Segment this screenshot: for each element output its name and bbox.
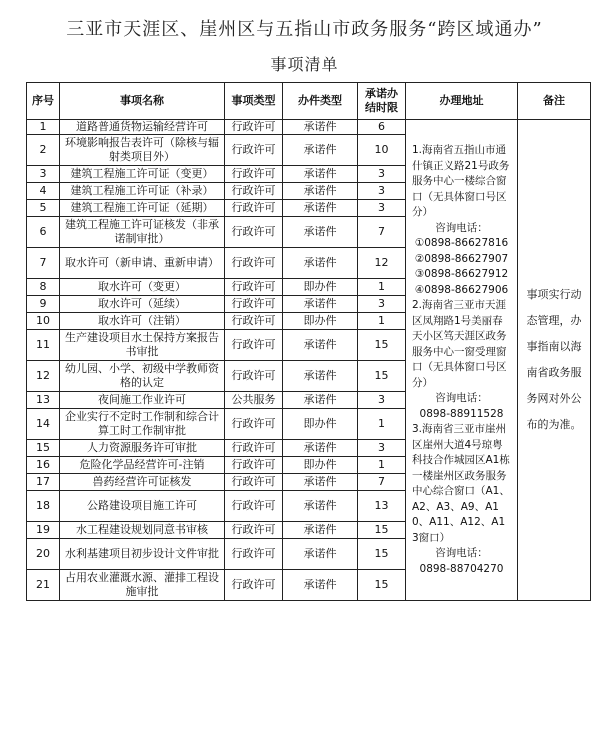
header-mode: 办件类型 (283, 83, 358, 120)
promised-days: 1 (358, 409, 406, 440)
address-cell (406, 120, 518, 601)
item-name: 生产建设项目水土保持方案报告书审批 (60, 330, 225, 361)
phone-6: 0898-88704270 (419, 562, 504, 575)
promised-days: 15 (358, 570, 406, 601)
row-number: 21 (27, 570, 60, 601)
processing-mode: 承诺件 (283, 183, 358, 200)
item-type: 行政许可 (225, 440, 283, 457)
row-number: 10 (27, 313, 60, 330)
processing-mode: 即办件 (283, 457, 358, 474)
phone-2: ②0898-86627907 (414, 252, 509, 265)
promised-days: 3 (358, 296, 406, 313)
row-number: 17 (27, 474, 60, 491)
item-type: 行政许可 (225, 409, 283, 440)
row-number: 7 (27, 248, 60, 279)
item-type: 行政许可 (225, 539, 283, 570)
promised-days: 15 (358, 361, 406, 392)
row-number: 19 (27, 522, 60, 539)
item-name: 企业实行不定时工作制和综合计算工时工作制审批 (60, 409, 225, 440)
promised-days: 3 (358, 392, 406, 409)
row-number: 18 (27, 491, 60, 522)
item-type: 行政许可 (225, 120, 283, 135)
item-name: 夜间施工作业许可 (60, 392, 225, 409)
item-type: 行政许可 (225, 313, 283, 330)
item-name: 环境影响报告表许可（除核与辐射类项目外） (60, 135, 225, 166)
promised-days: 15 (358, 522, 406, 539)
promised-days: 3 (358, 183, 406, 200)
row-number: 3 (27, 166, 60, 183)
phone-label-1: 咨询电话： (435, 221, 488, 234)
item-name: 建筑工程施工许可证（延期） (60, 200, 225, 217)
row-number: 16 (27, 457, 60, 474)
phone-label-2: 咨询电话： (435, 392, 488, 404)
processing-mode: 承诺件 (283, 248, 358, 279)
promised-days: 3 (358, 440, 406, 457)
processing-mode: 即办件 (283, 279, 358, 296)
item-name: 建筑工程施工许可证（变更） (60, 166, 225, 183)
item-name: 取水许可（延续） (60, 296, 225, 313)
note-cell: 事项实行动态管理，办事指南以海南省政务服务网对外公布的为准。 (518, 120, 591, 601)
row-number: 9 (27, 296, 60, 313)
item-type: 行政许可 (225, 457, 283, 474)
table-body (27, 120, 591, 601)
promised-days: 15 (358, 330, 406, 361)
item-type: 行政许可 (225, 200, 283, 217)
item-type: 行政许可 (225, 166, 283, 183)
item-name: 占用农业灌溉水源、灌排工程设施审批 (60, 570, 225, 601)
table-row (27, 120, 591, 135)
header-type: 事项类型 (225, 83, 283, 120)
row-number: 1 (27, 120, 60, 135)
processing-mode: 承诺件 (283, 570, 358, 601)
phone-1: ①0898-86627816 (414, 237, 509, 249)
row-number: 15 (27, 440, 60, 457)
row-number: 2 (27, 135, 60, 166)
promised-days: 3 (358, 200, 406, 217)
processing-mode: 承诺件 (283, 135, 358, 166)
document-title: 三亚市天涯区、崖州区与五指山市政务服务“跨区域通办” (66, 19, 543, 40)
processing-mode: 承诺件 (283, 491, 358, 522)
row-number: 20 (27, 539, 60, 570)
item-type: 行政许可 (225, 474, 283, 491)
processing-mode: 承诺件 (283, 166, 358, 183)
processing-mode: 承诺件 (283, 522, 358, 539)
item-name: 取水许可（注销） (60, 313, 225, 330)
promised-days: 3 (358, 166, 406, 183)
promised-days: 10 (358, 135, 406, 166)
item-name: 危险化学品经营许可-注销 (60, 457, 225, 474)
item-name: 建筑工程施工许可证核发（非承诺制审批） (60, 217, 225, 248)
item-type: 公共服务 (225, 392, 283, 409)
row-number: 8 (27, 279, 60, 296)
item-type: 行政许可 (225, 570, 283, 601)
item-type: 行政许可 (225, 248, 283, 279)
item-type: 行政许可 (225, 279, 283, 296)
promised-days: 1 (358, 457, 406, 474)
item-type: 行政许可 (225, 330, 283, 361)
item-name: 幼儿园、小学、初级中学教师资格的认定 (60, 361, 225, 392)
item-name: 兽药经营许可证核发 (60, 474, 225, 491)
processing-mode: 承诺件 (283, 217, 358, 248)
item-type: 行政许可 (225, 522, 283, 539)
item-type: 行政许可 (225, 296, 283, 313)
document-subtitle: 事项清单 (270, 55, 339, 74)
promised-days: 15 (358, 539, 406, 570)
row-number: 11 (27, 330, 60, 361)
promised-days: 1 (358, 313, 406, 330)
header-note: 备注 (518, 83, 591, 120)
processing-mode: 承诺件 (283, 120, 358, 135)
row-number: 12 (27, 361, 60, 392)
processing-mode: 承诺件 (283, 474, 358, 491)
header-name: 事项名称 (60, 83, 225, 120)
item-name: 取水许可（新申请、重新申请） (60, 248, 225, 279)
service-list-table (26, 82, 591, 601)
header-address: 办理地址 (406, 83, 518, 120)
table-header-row (27, 83, 591, 120)
row-number: 14 (27, 409, 60, 440)
header-no: 序号 (27, 83, 60, 120)
item-type: 行政许可 (225, 491, 283, 522)
address-2: 2.海南省三亚市天涯区凤翔路1号美丽春天小区笃天涯区政务服务中心一窗受理窗口（无具体窗口号区分） (412, 299, 507, 389)
row-number: 6 (27, 217, 60, 248)
item-name: 水工程建设规划同意书审核 (60, 522, 225, 539)
processing-mode: 承诺件 (283, 539, 358, 570)
item-name: 公路建设项目施工许可 (60, 491, 225, 522)
promised-days: 12 (358, 248, 406, 279)
header-days: 承诺办结时限 (358, 83, 406, 120)
row-number: 5 (27, 200, 60, 217)
item-type: 行政许可 (225, 135, 283, 166)
phone-5: 0898-88911528 (419, 407, 504, 420)
processing-mode: 即办件 (283, 409, 358, 440)
item-name: 取水许可（变更） (60, 279, 225, 296)
promised-days: 13 (358, 491, 406, 522)
processing-mode: 承诺件 (283, 361, 358, 392)
processing-mode: 承诺件 (283, 200, 358, 217)
item-name: 水利基建项目初步设计文件审批 (60, 539, 225, 570)
processing-mode: 承诺件 (283, 440, 358, 457)
phone-4: ④0898-86627906 (414, 283, 509, 296)
row-number: 13 (27, 392, 60, 409)
row-number: 4 (27, 183, 60, 200)
item-name: 建筑工程施工许可证（补录） (60, 183, 225, 200)
processing-mode: 承诺件 (283, 330, 358, 361)
address-1: 1.海南省五指山市通什镇正义路21号政务服务中心一楼综合窗口（无具体窗口号区分） (412, 144, 510, 218)
promised-days: 7 (358, 217, 406, 248)
address-3: 3.海南省三亚市崖州区崖州大道4号琼粤科技合作城园区A1栋一楼崖州区政务服务中心综合窗口（A1、A2、A3、A9、A10、A11、A12、A13窗口） (412, 423, 510, 544)
item-name: 道路普通货物运输经营许可 (60, 120, 225, 135)
processing-mode: 承诺件 (283, 392, 358, 409)
item-name: 人力资源服务许可审批 (60, 440, 225, 457)
processing-mode: 即办件 (283, 313, 358, 330)
item-type: 行政许可 (225, 183, 283, 200)
promised-days: 6 (358, 120, 406, 135)
promised-days: 1 (358, 279, 406, 296)
processing-mode: 承诺件 (283, 296, 358, 313)
promised-days: 7 (358, 474, 406, 491)
phone-label-3: 咨询电话： (435, 547, 488, 559)
phone-3: ③0898-86627912 (414, 268, 509, 280)
item-type: 行政许可 (225, 361, 283, 392)
item-type: 行政许可 (225, 217, 283, 248)
